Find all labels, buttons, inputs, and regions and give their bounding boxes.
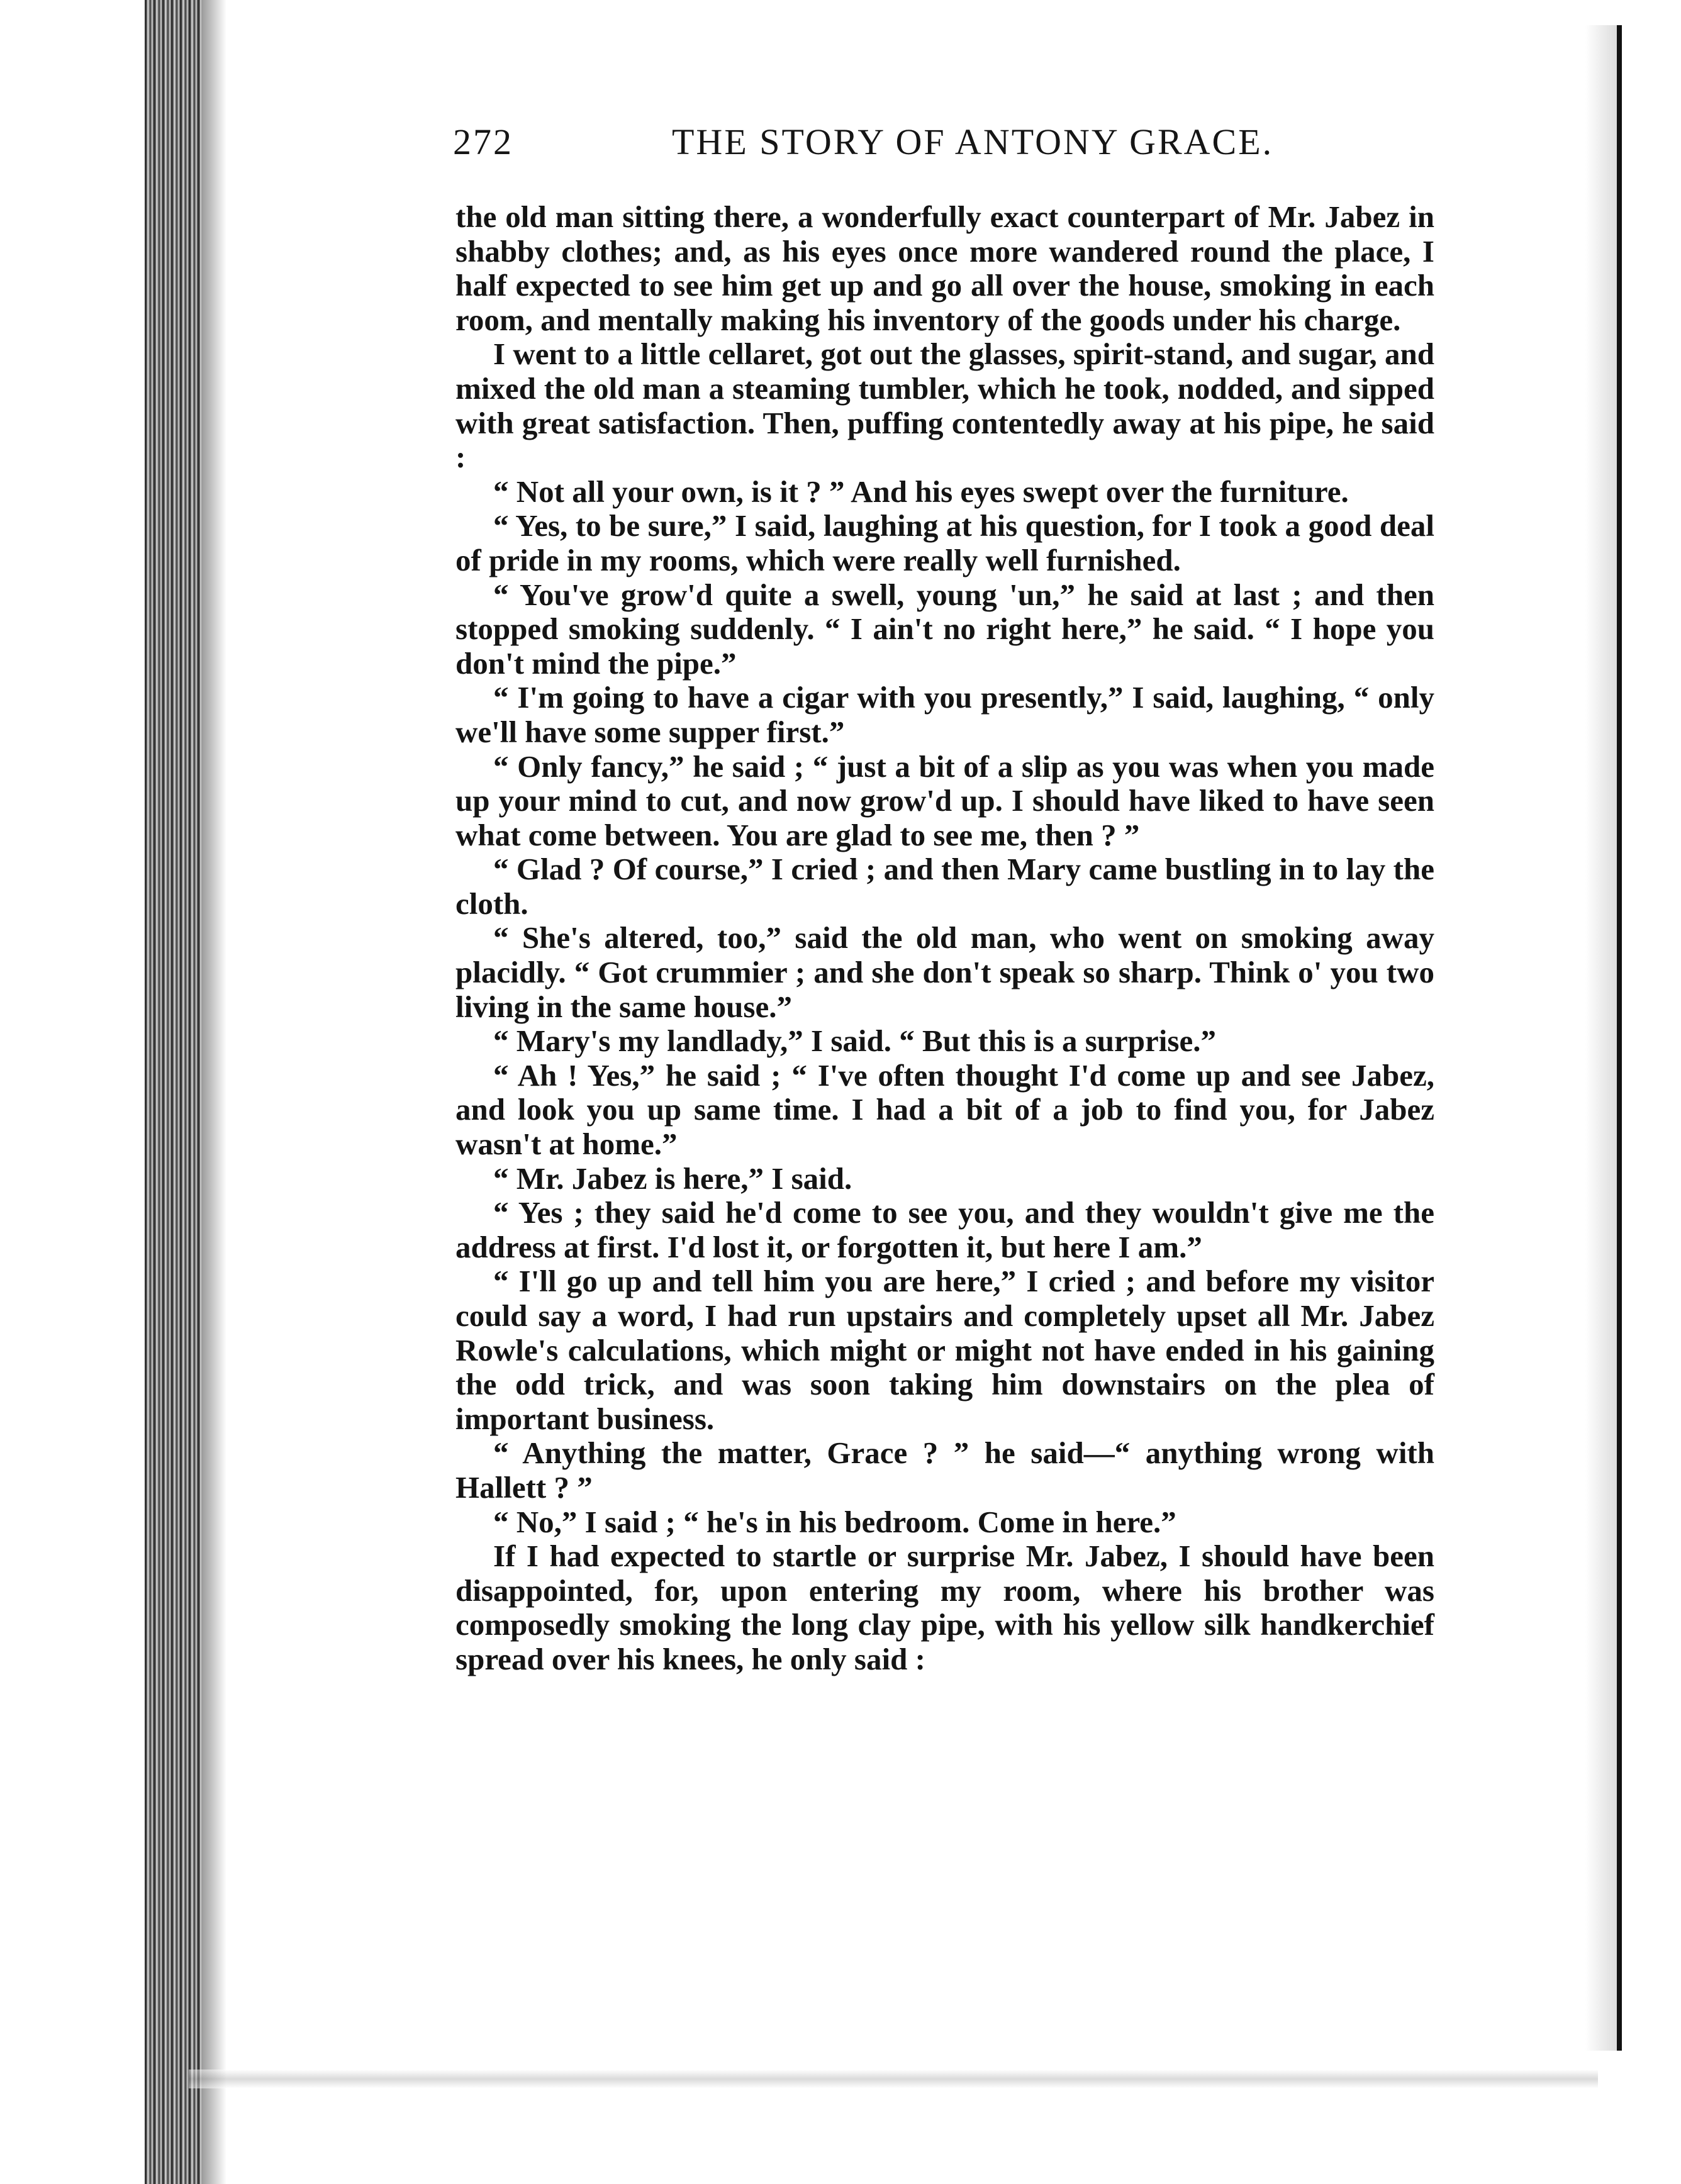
paragraph: I went to a little cellaret, got out the glasses, spirit-stand, and sugar, and mixed the old man a steaming tumbler, which he took, nodded, and sipped with great satisfaction. Then, puffing contentedly away at his pipe, he said : <box>455 337 1434 475</box>
body-text <box>455 200 1434 1677</box>
paragraph: “ Glad ? Of course,” I cried ; and then Mary came bustling in to lay the cloth. <box>455 852 1434 921</box>
paragraph: “ Mr. Jabez is here,” I said. <box>493 1161 852 1196</box>
right-page-shadow <box>1585 25 1617 2051</box>
paragraph: If I had expected to startle or surprise Mr. Jabez, I should have been disappointed, for, upon entering my room, where his brother was composedly smoking the long clay pipe, with his yellow silk handkerchief spread over his knees, he only said : <box>455 1539 1434 1676</box>
paragraph: “ Only fancy,” he said ; “ just a bit of a slip as you was when you made up your mind to cut, and now grow'd up. I should have liked to have seen what come between. You are glad to see me, then ? ” <box>455 749 1434 852</box>
paragraph: “ Yes ; they said he'd come to see you, and they wouldn't give me the address at first. I'd lost it, or forgotten it, but here I am.” <box>455 1195 1434 1264</box>
paragraph: “ Ah ! Yes,” he said ; “ I've often thought I'd come up and see Jabez, and look you up same time. I had a bit of a job to find you, for Jabez wasn't at home.” <box>455 1057 1434 1162</box>
right-page-edge <box>1617 25 1622 2051</box>
page-number: 272 <box>453 121 513 162</box>
book-edge <box>145 0 208 2184</box>
paragraph: “ She's altered, too,” said the old man, who went on smoking away placidly. “ Got crummier ; and she don't speak so sharp. Think o' you two living in the same house.” <box>455 920 1434 1024</box>
running-title: THE STORY OF ANTONY GRACE. <box>672 121 1274 162</box>
paragraph: “ Yes, to be sure,” I said, laughing at his question, for I took a good deal of pride in my rooms, which were really well furnished. <box>455 508 1434 577</box>
paragraph: “ I'm going to have a cigar with you presently,” I said, laughing, “ only we'll have some supper first.” <box>455 680 1434 749</box>
page-header <box>453 121 1434 171</box>
paragraph: “ Not all your own, is it ? ” And his eyes swept over the furniture. <box>493 474 1349 509</box>
page-gutter-shadow <box>201 0 226 2184</box>
paragraph: “ I'll go up and tell him you are here,” I cried ; and before my visitor could say a word, I had run upstairs and completely upset all Mr. Jabez Rowle's calculations, which might or might not have ended in his gaining the odd trick, and was soon taking him downstairs on the plea of important business. <box>455 1264 1434 1436</box>
paragraph: the old man sitting there, a wonderfully exact counterpart of Mr. Jabez in shabby clothes; and, as his eyes once more wandered round the place, I half expected to see him get up and go all over the house, smoking in each room, and mentally making his inventory of the goods under his charge. <box>455 199 1434 337</box>
paragraph: “ You've grow'd quite a swell, young 'un,” he said at last ; and then stopped smoking suddenly. “ I ain't no right here,” he said. “ I hope you don't mind the pipe.” <box>455 577 1434 681</box>
page-bottom-edge <box>189 2070 1598 2088</box>
paragraph: “ No,” I said ; “ he's in his bedroom. Come in here.” <box>493 1504 1176 1539</box>
paragraph: “ Mary's my landlady,” I said. “ But this is a surprise.” <box>493 1023 1216 1059</box>
paragraph: “ Anything the matter, Grace ? ” he said—“ anything wrong with Hallett ? ” <box>455 1435 1434 1505</box>
